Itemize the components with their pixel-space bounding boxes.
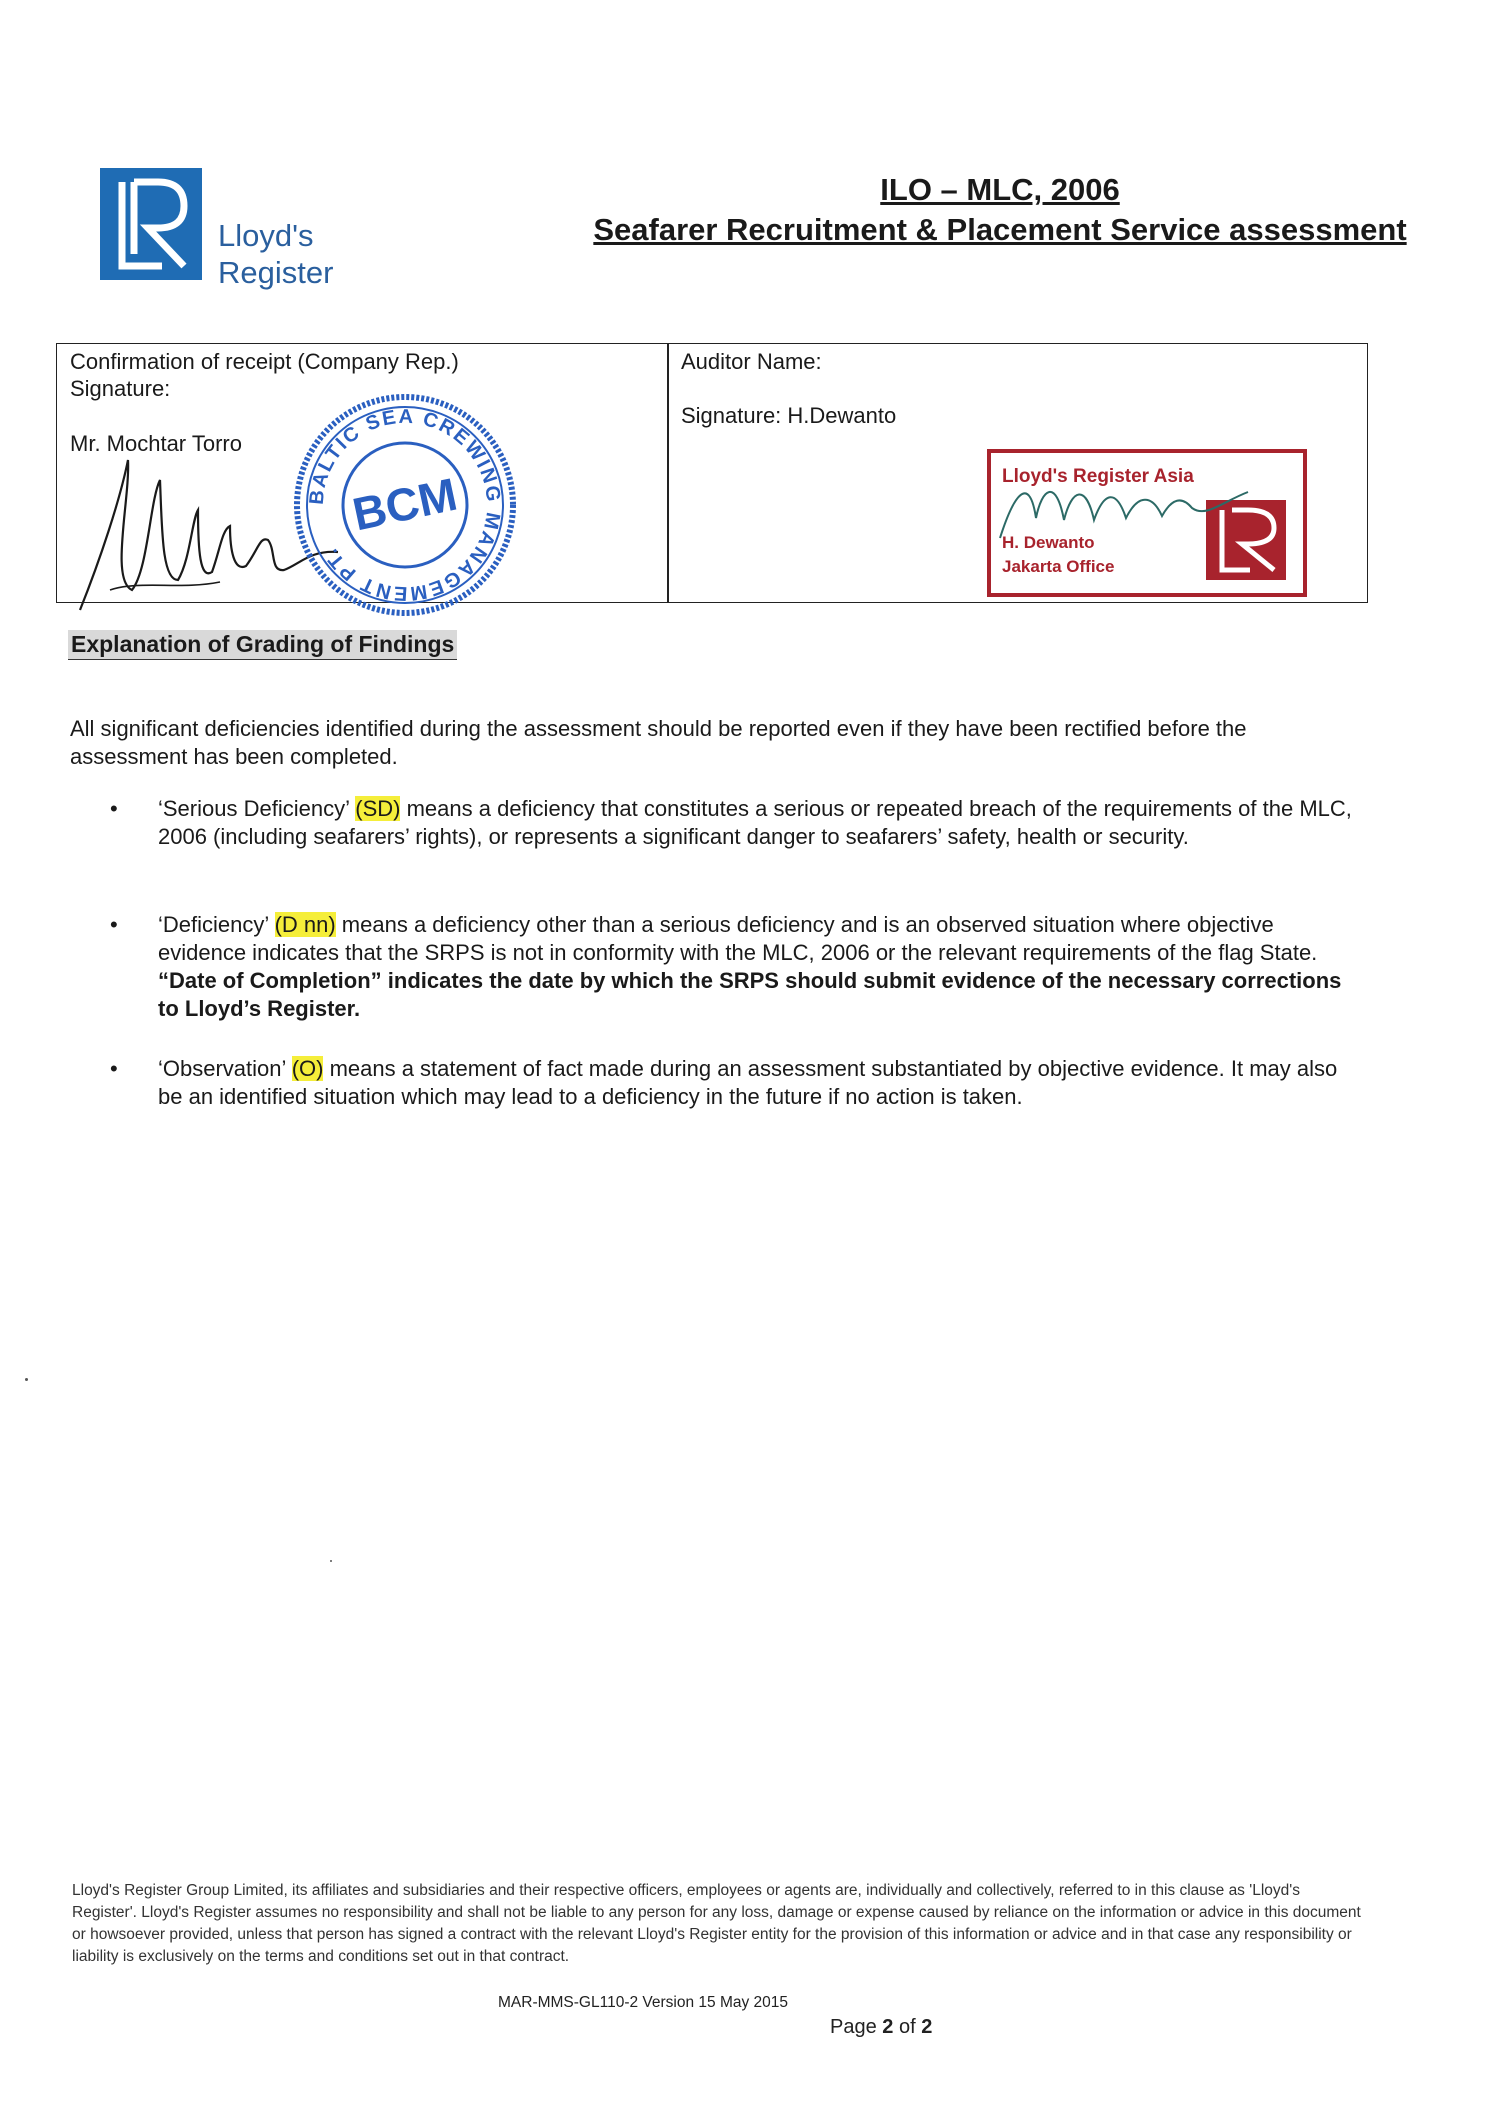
lr-monogram-icon [100,168,202,280]
grade-code: (SD) [355,796,401,821]
svg-text:Lloyd's Register Asia: Lloyd's Register Asia [1002,466,1194,487]
signature-label: Signature: [70,376,171,401]
grade-code: (D nn) [274,912,336,937]
svg-text:H. Dewanto: H. Dewanto [1002,533,1095,552]
document-reference: MAR-MMS-GL110-2 Version 15 May 2015 [498,1994,789,2011]
list-item-text: ‘Deficiency’ (D nn) means a deficiency other than a serious deficiency and is an observed situation where objective evidence indicates that the SRPS is not in conformity with the MLC, 2006 or the relevant requirements of the flag State. “Date of Completion” indicates the date by which the SRPS should submit evidence of the necessary corrections to Lloyd’s Register. [158,912,1342,1021]
scan-speck [330,1560,332,1562]
bullet-icon: • [110,796,118,821]
logo-wordmark [218,217,333,291]
bullet-icon: • [110,1056,118,1081]
grade-code: (O) [291,1056,324,1081]
logo-line1: Lloyd's [218,218,314,253]
list-item-text: ‘Serious Deficiency’ (SD) means a deficiency that constitutes a serious or repeated breach of the requirements of the MLC, 2006 (including seafarers’ rights), or represents a significant danger to seafarers’ safety, health or security. [158,796,1352,849]
company-stamp-seal [292,392,518,618]
auditor-stamp [986,448,1308,598]
auditor-signature: Signature: H.Dewanto [681,403,897,428]
bullet-icon: • [110,912,118,937]
svg-text:Jakarta Office: Jakarta Office [1002,557,1115,576]
svg-text:BCM: BCM [348,467,462,541]
document-title: ILO – MLC, 2006 [880,172,1120,207]
date-of-completion-note: “Date of Completion” indicates the date by which the SRPS should submit evidence of the necessary corrections to Lloyd’s Register. [158,968,1342,1021]
lloyds-register-logo-mark [100,168,202,280]
document-subtitle: Seafarer Recruitment & Placement Service assessment [593,212,1407,247]
logo-line2: Register [218,255,334,290]
company-rep-name: Mr. Mochtar Torro [70,431,242,456]
scan-speck [25,1378,28,1381]
confirmation-label: Confirmation of receipt (Company Rep.) [70,349,459,374]
disclaimer-text: Lloyd's Register Group Limited, its affiliates and subsidiaries and their respective officers, employees or agents are, individually and collectively, referred to in this clause as 'Lloyd's Register'. Lloyd's Register assumes no responsibility and shall not be liable to any person for any loss, damage or expense caused by reliance on the information or advice in this document or howsoever provided, unless that person has signed a contract with the relevant Lloyd's Register entity for the provision of this information or advice and in that case any responsibility or liability is exclusively on the terms and conditions set out in that contract. [72,1882,1361,1965]
svg-text:BALTIC SEA CREWING MANAGEMENT: BALTIC SEA CREWING MANAGEMENT PT. [305,405,505,605]
section-heading: Explanation of Grading of Findings [68,630,457,660]
table-divider [667,343,669,603]
intro-paragraph: All significant deficiencies identified during the assessment should be reported even if they have been rectified before the assessment has been completed. [70,716,1247,769]
list-item-text: ‘Observation’ (O) means a statement of fact made during an assessment substantiated by objective evidence. It may also be an identified situation which may lead to a deficiency in the future if no action is taken. [158,1056,1338,1109]
auditor-name-label: Auditor Name: [681,349,822,374]
page-number: Page 2 of 2 [830,2016,933,2038]
